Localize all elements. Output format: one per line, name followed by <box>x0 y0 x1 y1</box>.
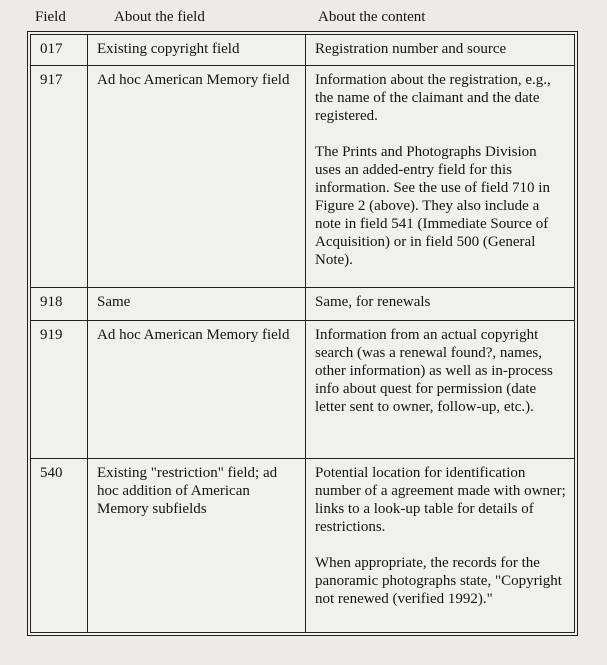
table-row <box>31 288 575 321</box>
about-content-cell <box>306 321 575 459</box>
field-cell: 917 <box>31 66 88 288</box>
content-paragraph: Registration number and source <box>315 41 507 57</box>
field-cell: 918 <box>31 288 88 321</box>
about-field-cell: Existing copyright field <box>88 35 306 66</box>
about-content-cell <box>306 35 575 66</box>
table-row <box>31 459 575 633</box>
content-paragraph: Information about the registration, e.g., the name of the claimant and the date registered. <box>315 72 551 124</box>
column-header-about-content: About the content <box>318 9 426 25</box>
field-cell: 919 <box>31 321 88 459</box>
table-row <box>31 66 575 288</box>
content-paragraph: The Prints and Photographs Division uses an added-entry field for this information. See the use of field 710 in Figure 2 (above). They also include a note in field 541 (Immediate Source of Acquisition) or in field 500 (General Note). <box>315 144 550 268</box>
column-header-about-field: About the field <box>114 9 205 25</box>
field-cell: 540 <box>31 459 88 633</box>
table-row <box>31 321 575 459</box>
content-paragraph: Potential location for identification number of a agreement made with owner; links to a look-up table for details of restrictions. <box>315 465 566 535</box>
about-field-cell: Same <box>88 288 306 321</box>
table-row <box>31 35 575 66</box>
content-paragraph: When appropriate, the records for the panoramic photographs state, "Copyright not renewed (verified 1992)." <box>315 555 562 607</box>
column-header-field: Field <box>35 9 66 25</box>
about-field-cell: Ad hoc American Memory field <box>88 321 306 459</box>
about-content-cell <box>306 288 575 321</box>
about-content-cell <box>306 66 575 288</box>
about-field-cell: Existing "restriction" field; ad hoc addition of American Memory subfields <box>88 459 306 633</box>
about-field-cell: Ad hoc American Memory field <box>88 66 306 288</box>
field-table <box>30 34 575 633</box>
table-frame <box>27 31 578 636</box>
field-cell: 017 <box>31 35 88 66</box>
content-paragraph: Same, for renewals <box>315 294 431 310</box>
content-paragraph: Information from an actual copyright search (was a renewal found?, names, other information) as well as in-process info about quest for permission (date letter sent to owner, follow-up, etc.). <box>315 327 553 415</box>
column-header-row <box>0 9 607 29</box>
about-content-cell <box>306 459 575 633</box>
